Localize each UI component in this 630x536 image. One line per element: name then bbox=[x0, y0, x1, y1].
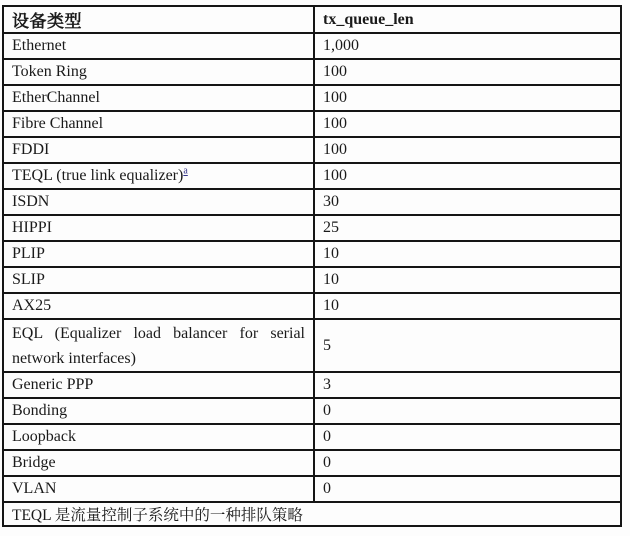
table-row bbox=[3, 293, 621, 319]
table-row bbox=[3, 476, 621, 502]
queue-len-cell: 30 bbox=[314, 189, 621, 215]
device-type-cell: ISDN bbox=[3, 189, 314, 215]
queue-len-cell: 0 bbox=[314, 398, 621, 424]
queue-len-cell: 25 bbox=[314, 215, 621, 241]
device-type-label: TEQL (true link equalizer) bbox=[12, 167, 184, 184]
table-header-row bbox=[3, 6, 621, 33]
table-row bbox=[3, 424, 621, 450]
device-type-cell: PLIP bbox=[3, 241, 314, 267]
queue-len-cell: 3 bbox=[314, 372, 621, 398]
table-row bbox=[3, 137, 621, 163]
table-row bbox=[3, 267, 621, 293]
device-type-header: 设备类型 bbox=[3, 6, 314, 33]
tx-queue-len-table bbox=[2, 5, 622, 527]
queue-len-cell: 100 bbox=[314, 163, 621, 189]
device-type-cell: Bridge bbox=[3, 450, 314, 476]
queue-len-cell: 1,000 bbox=[314, 33, 621, 59]
table-row bbox=[3, 215, 621, 241]
device-type-cell: EtherChannel bbox=[3, 85, 314, 111]
table-row bbox=[3, 33, 621, 59]
table-row bbox=[3, 111, 621, 137]
table-row bbox=[3, 241, 621, 267]
device-type-cell: HIPPI bbox=[3, 215, 314, 241]
table-row bbox=[3, 85, 621, 111]
device-type-cell: Generic PPP bbox=[3, 372, 314, 398]
table-row bbox=[3, 189, 621, 215]
queue-len-cell: 100 bbox=[314, 85, 621, 111]
queue-len-cell: 100 bbox=[314, 111, 621, 137]
footnote-text: TEQL 是流量控制子系统中的一种排队策略 bbox=[3, 502, 621, 526]
queue-len-cell: 100 bbox=[314, 59, 621, 85]
queue-len-cell: 10 bbox=[314, 267, 621, 293]
device-type-cell: FDDI bbox=[3, 137, 314, 163]
device-type-cell: Ethernet bbox=[3, 33, 314, 59]
table-row bbox=[3, 163, 621, 189]
device-type-cell: SLIP bbox=[3, 267, 314, 293]
table-row bbox=[3, 398, 621, 424]
table-row bbox=[3, 372, 621, 398]
table-row bbox=[3, 450, 621, 476]
tx-queue-len-header: tx_queue_len bbox=[314, 6, 621, 33]
queue-len-cell: 5 bbox=[314, 319, 621, 372]
table-row bbox=[3, 59, 621, 85]
device-type-cell: EQL (Equalizer load balancer for serial network interfaces) bbox=[3, 319, 314, 372]
queue-len-cell: 10 bbox=[314, 293, 621, 319]
queue-len-cell: 10 bbox=[314, 241, 621, 267]
table-row bbox=[3, 319, 621, 372]
queue-len-cell: 0 bbox=[314, 450, 621, 476]
device-type-cell: Bonding bbox=[3, 398, 314, 424]
footnote-a-link[interactable]: a bbox=[183, 165, 188, 177]
device-type-cell: AX25 bbox=[3, 293, 314, 319]
device-type-cell: VLAN bbox=[3, 476, 314, 502]
queue-len-cell: 0 bbox=[314, 424, 621, 450]
queue-len-cell: 0 bbox=[314, 476, 621, 502]
queue-len-cell: 100 bbox=[314, 137, 621, 163]
device-type-cell bbox=[3, 163, 314, 189]
device-type-cell: Fibre Channel bbox=[3, 111, 314, 137]
document-page bbox=[0, 5, 630, 536]
table-footnote-row bbox=[3, 502, 621, 526]
device-type-cell: Loopback bbox=[3, 424, 314, 450]
device-type-cell: Token Ring bbox=[3, 59, 314, 85]
